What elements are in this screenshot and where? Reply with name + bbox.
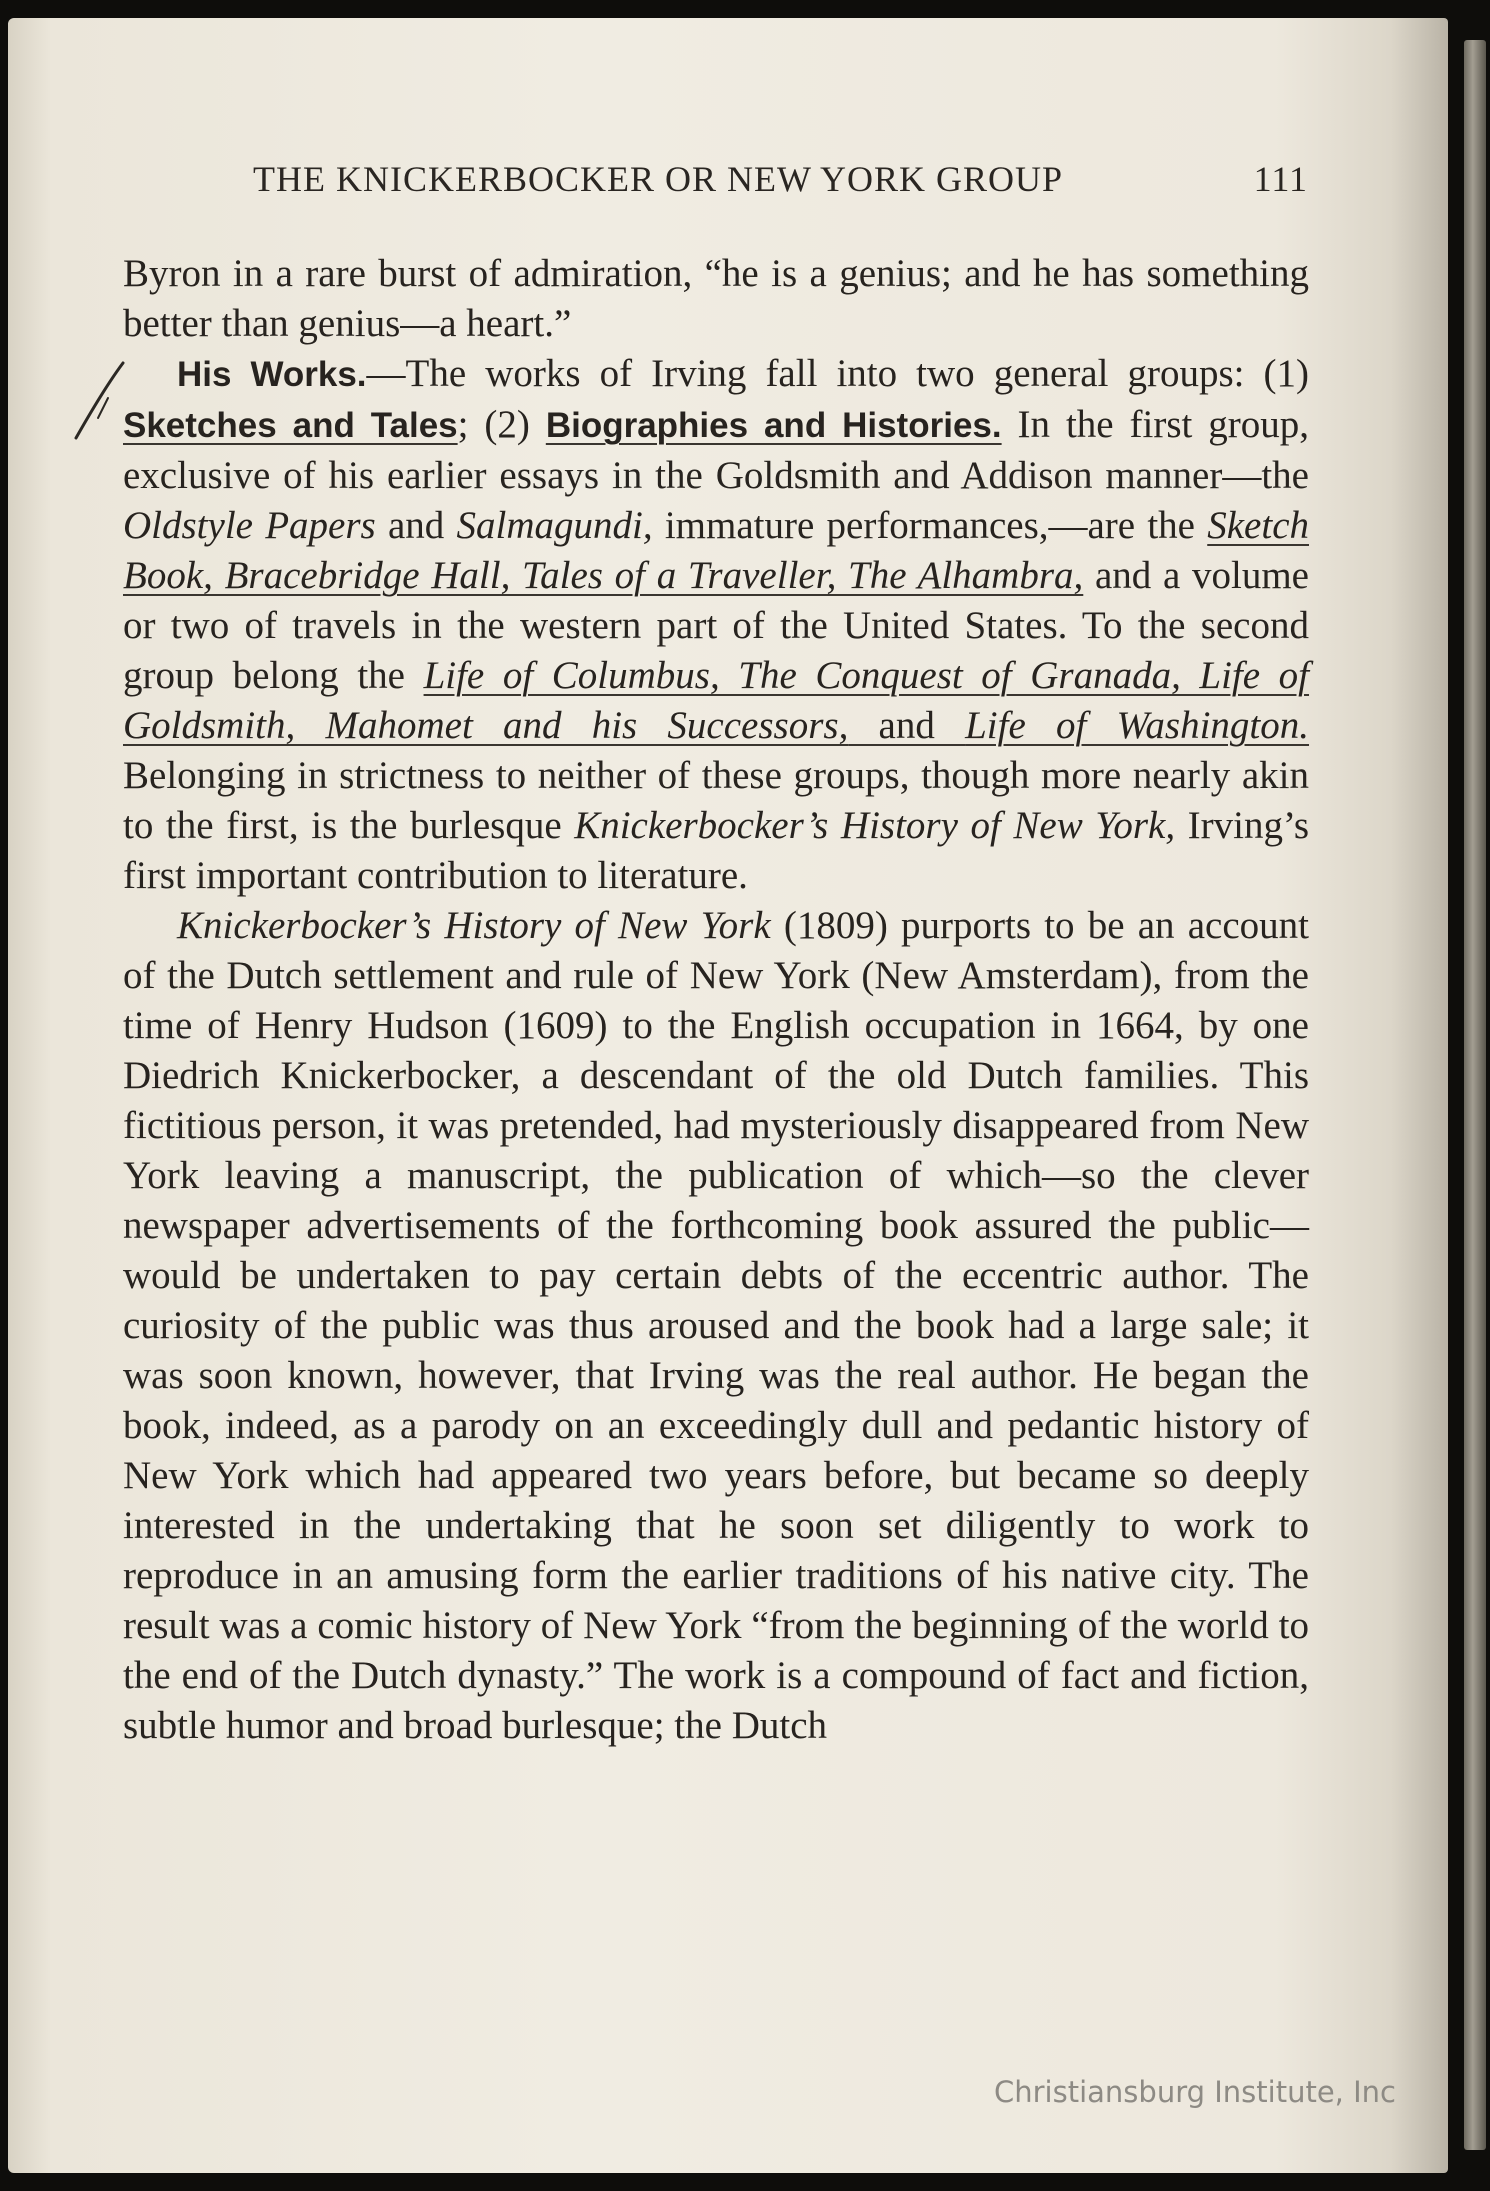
biographies-titles: Life of Columbus, The Conquest of Granada, Life of Goldsmith, Mahomet and his Successors, [123,654,1310,747]
text-run: ; (2) [457,403,546,446]
group-two-label: Biographies and Histories. [545,406,1002,445]
watermark: Christiansburg Institute, Inc [994,2075,1396,2109]
paragraph-continuation [123,249,1309,349]
title-oldstyle-papers: Oldstyle Papers [123,504,376,547]
book-spine [1464,40,1486,2150]
text-run: and [375,504,457,547]
running-title: THE KNICKERBOCKER OR NEW YORK GROUP [253,159,1064,199]
text-run: (1809) purports to be an account of the Dutch settlement and rule of New York (New Amsterdam), from the time of Henry Hudson (1609) to the English occupation in 1664, by one Diedrich Knickerbocker, a descendant of the old Dutch families. This fictitious person, it was pretended, had mysteriously disappeared from New York leaving a manuscript, the publication of which—so the clever newspaper advertisements of the forthcoming book assured the public—would be undertaken to pay certain debts of the eccentric author. The curiosity of the public was thus aroused and the book had a large sale; it was soon known, however, that Irving was the real author. He began the book, indeed, as a parody on an exceedingly dull and pedantic history of New York which had appeared two years before, but became so deeply interested in the undertaking that he soon set diligently to work to reproduce in an amusing form the earlier traditions of his native city. The result was a comic history of New York “from the beginning of the world to the end of the Dutch dynasty.” The work is a compound of fact and fiction, subtle humor and broad burlesque; the Dutch [123,904,1309,1747]
title-knickerbocker-history: Knickerbocker’s History of New York [177,904,771,947]
paragraph-his-works [123,349,1309,901]
text-run: and a volume or two of travels in the western part of the United States. To the second group belong the [123,554,1309,697]
text-run: In the first group, exclusive of his earlier essays in the Goldsmith and Addison manner—the [123,403,1310,497]
running-header [253,158,1308,200]
page-number: 111 [1253,159,1308,199]
text-run: —The works of Irving fall into two general groups: (1) [366,352,1309,395]
paragraph-knickerbocker [123,901,1309,1751]
title-knickerbocker-history: Knickerbocker’s History of New York, [574,804,1176,847]
title-salmagundi: Salmagundi, [456,504,653,547]
text-run: immature performances,—are the [652,504,1208,547]
section-heading: His Works. [177,355,367,394]
text-run: and [848,704,966,747]
sketches-titles: Sketch Book, Bracebridge Hall, Tales of a Traveller, The Alhambra, [123,504,1309,597]
text-run: Byron in a rare burst of admiration, “he is a genius; and he has something better than genius—a heart.” [123,252,1309,345]
title-life-of-washington: Life of Washington. [965,704,1310,747]
book-page [8,18,1448,2173]
group-one-label: Sketches and Tales [123,406,458,445]
text-run: Irving’s first important contribution to literature. [123,804,1309,897]
body-text [123,249,1309,1751]
text-run: Belonging in strictness to neither of these groups, though more nearly akin to the first, is the burlesque [123,754,1309,847]
